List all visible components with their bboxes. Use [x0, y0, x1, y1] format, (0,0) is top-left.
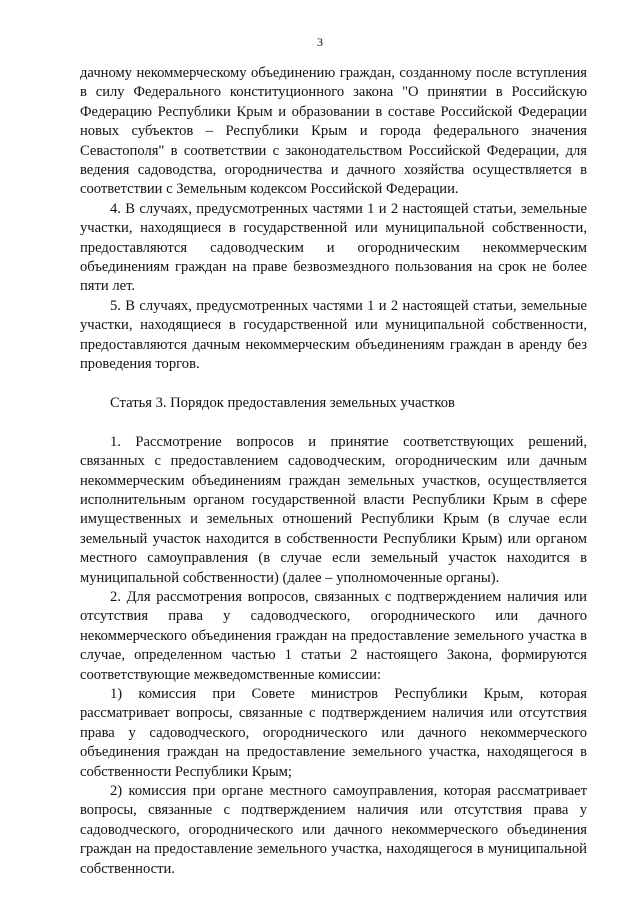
paragraph-continuation: дачному некоммерческому объединению граждан, созданному после вступления в силу Федерального конституционного закона "О принятии в Российскую Федерацию Республики Крым и образовании в составе Российской Федерации новых субъектов – Республики Крым и города федерального значения Севастополя" в соответствии с законодательством Российской Федерации, для ведения садоводства, огородничества и дачного хозяйства осуществляется в соответствии с Земельным кодексом Российской Федерации. — [80, 65, 587, 198]
paragraph-part-4: 4. В случаях, предусмотренных частями 1 и 2 настоящей статьи, земельные участки, находящиеся в государственной или муниципальной собственности, предоставляются садоводческим и огородническим некоммерческим объединениям граждан на праве безвозмездного пользования на срок не более пяти лет. — [80, 200, 587, 295]
spacer — [80, 413, 587, 432]
page-number: 3 — [317, 35, 323, 49]
article-3-item-2: 2) комиссия при органе местного самоуправления, которая рассматривает вопросы, связанные с подтверждением наличия или отсутствия права у садоводческого, огороднического или дачного некоммерческого объединения граждан на предоставление земельного участка, находящегося в муниципальной собственности. — [80, 783, 587, 877]
article-3-paragraph-1: 1. Рассмотрение вопросов и принятие соответствующих решений, связанных с предоставлением садоводческим, огородническим или дачным некоммерческим объединениям граждан земельных участков, осуществляется исполнительным органом государственной власти Республики Крым в сфере имущественных и земельных отношений Республики Крым (в случае если земельный участок находится в собственности Республики Крым) или органом местного самоуправления (в случае если земельный участок находится в муниципальной собственности) (далее – уполномоченные органы). — [80, 433, 587, 586]
spacer — [80, 375, 587, 394]
document-body — [80, 64, 587, 879]
paragraph-part-5: 5. В случаях, предусмотренных частями 1 и 2 настоящей статьи, земельные участки, находящиеся в государственной или муниципальной собственности, предоставляются дачным некоммерческим объединениям граждан в аренду без проведения торгов. — [80, 297, 587, 373]
article-3-paragraph-2: 2. Для рассмотрения вопросов, связанных с подтверждением наличия или отсутствия права у садоводческого, огороднического или дачного некоммерческого объединения граждан на предоставление земельного участка в случае, определенном частью 1 статьи 2 настоящего Закона, формируются соответствующие межведомственные комиссии: — [80, 588, 587, 683]
article-3-item-1: 1) комиссия при Совете министров Республики Крым, которая рассматривает вопросы, связанные с подтверждением наличия или отсутствия права у садоводческого, огороднического или дачного некоммерческого объединения граждан на предоставление земельного участка, находящегося в собственности Республики Крым; — [80, 685, 587, 780]
article-3-heading: Статья 3. Порядок предоставления земельных участков — [110, 394, 455, 411]
